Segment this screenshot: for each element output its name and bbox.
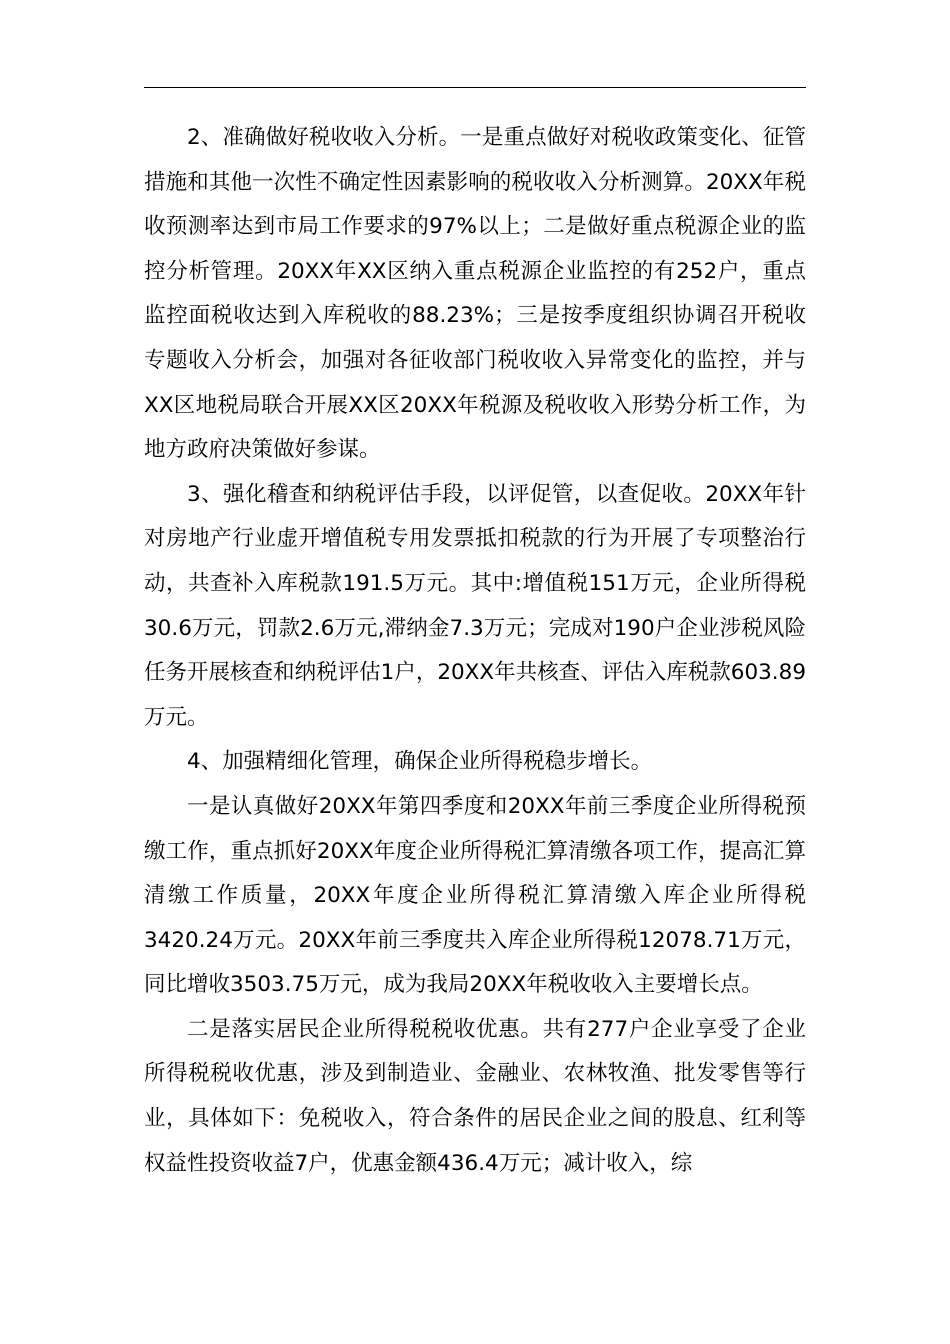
paragraph-tax-revenue-analysis: 2、准确做好税收收入分析。一是重点做好对税收政策变化、征管措施和其他一次性不确定性因素影响的税收收入分析测算。20XX年税收预测率达到市局工作要求的97%以上；二是做好重点税源企业的监控分析管理。20XX年XX区纳入重点税源企业监控的有252户，重点监控面税收达到入库税收的88.23%；三是按季度组织协调召开税收专题收入分析会，加强对各征收部门税收收入异常变化的监控，并与XX区地税局联合开展XX区20XX年税源及税收收入形势分析工作，为地方政府决策做好参谋。 bbox=[144, 125, 806, 463]
paragraph-prepayment-work: 一是认真做好20XX年第四季度和20XX年前三季度企业所得税预缴工作，重点抓好20XX年度企业所得税汇算清缴各项工作，提高汇算清缴工作质量，20XX年度企业所得税汇算清缴入库企业所得税3420.24万元。20XX年前三季度共入库企业所得税12078.71万元，同比增收3503.75万元，成为我局20XX年税收收入主要增长点。 bbox=[144, 793, 806, 998]
paragraph-refined-management: 4、加强精细化管理，确保企业所得税稳步增长。 bbox=[187, 749, 653, 775]
paragraph-inspection-evaluation: 3、强化稽查和纳税评估手段，以评促管，以查促收。20XX年针对房地产行业虚开增值税专用发票抵扣税款的行为开展了专项整治行动，共查补入库税款191.5万元。其中:增值税151万元，企业所得税30.6万元，罚款2.6万元,滞纳金7.3万元；完成对190户企业涉税风险任务开展核查和纳税评估1户，20XX年共核查、评估入库税款603.89万元。 bbox=[144, 481, 806, 730]
paragraph-tax-preferences: 二是落实居民企业所得税税收优惠。共有277户企业享受了企业所得税税收优惠，涉及到制造业、金融业、农林牧渔、批发零售等行业，具体如下：免税收入，符合条件的居民企业之间的股息、红利等权益性投资收益7户，优惠金额436.4万元；减计收入，综 bbox=[144, 1016, 806, 1176]
document-body bbox=[144, 116, 806, 1186]
header-rule bbox=[144, 87, 806, 88]
